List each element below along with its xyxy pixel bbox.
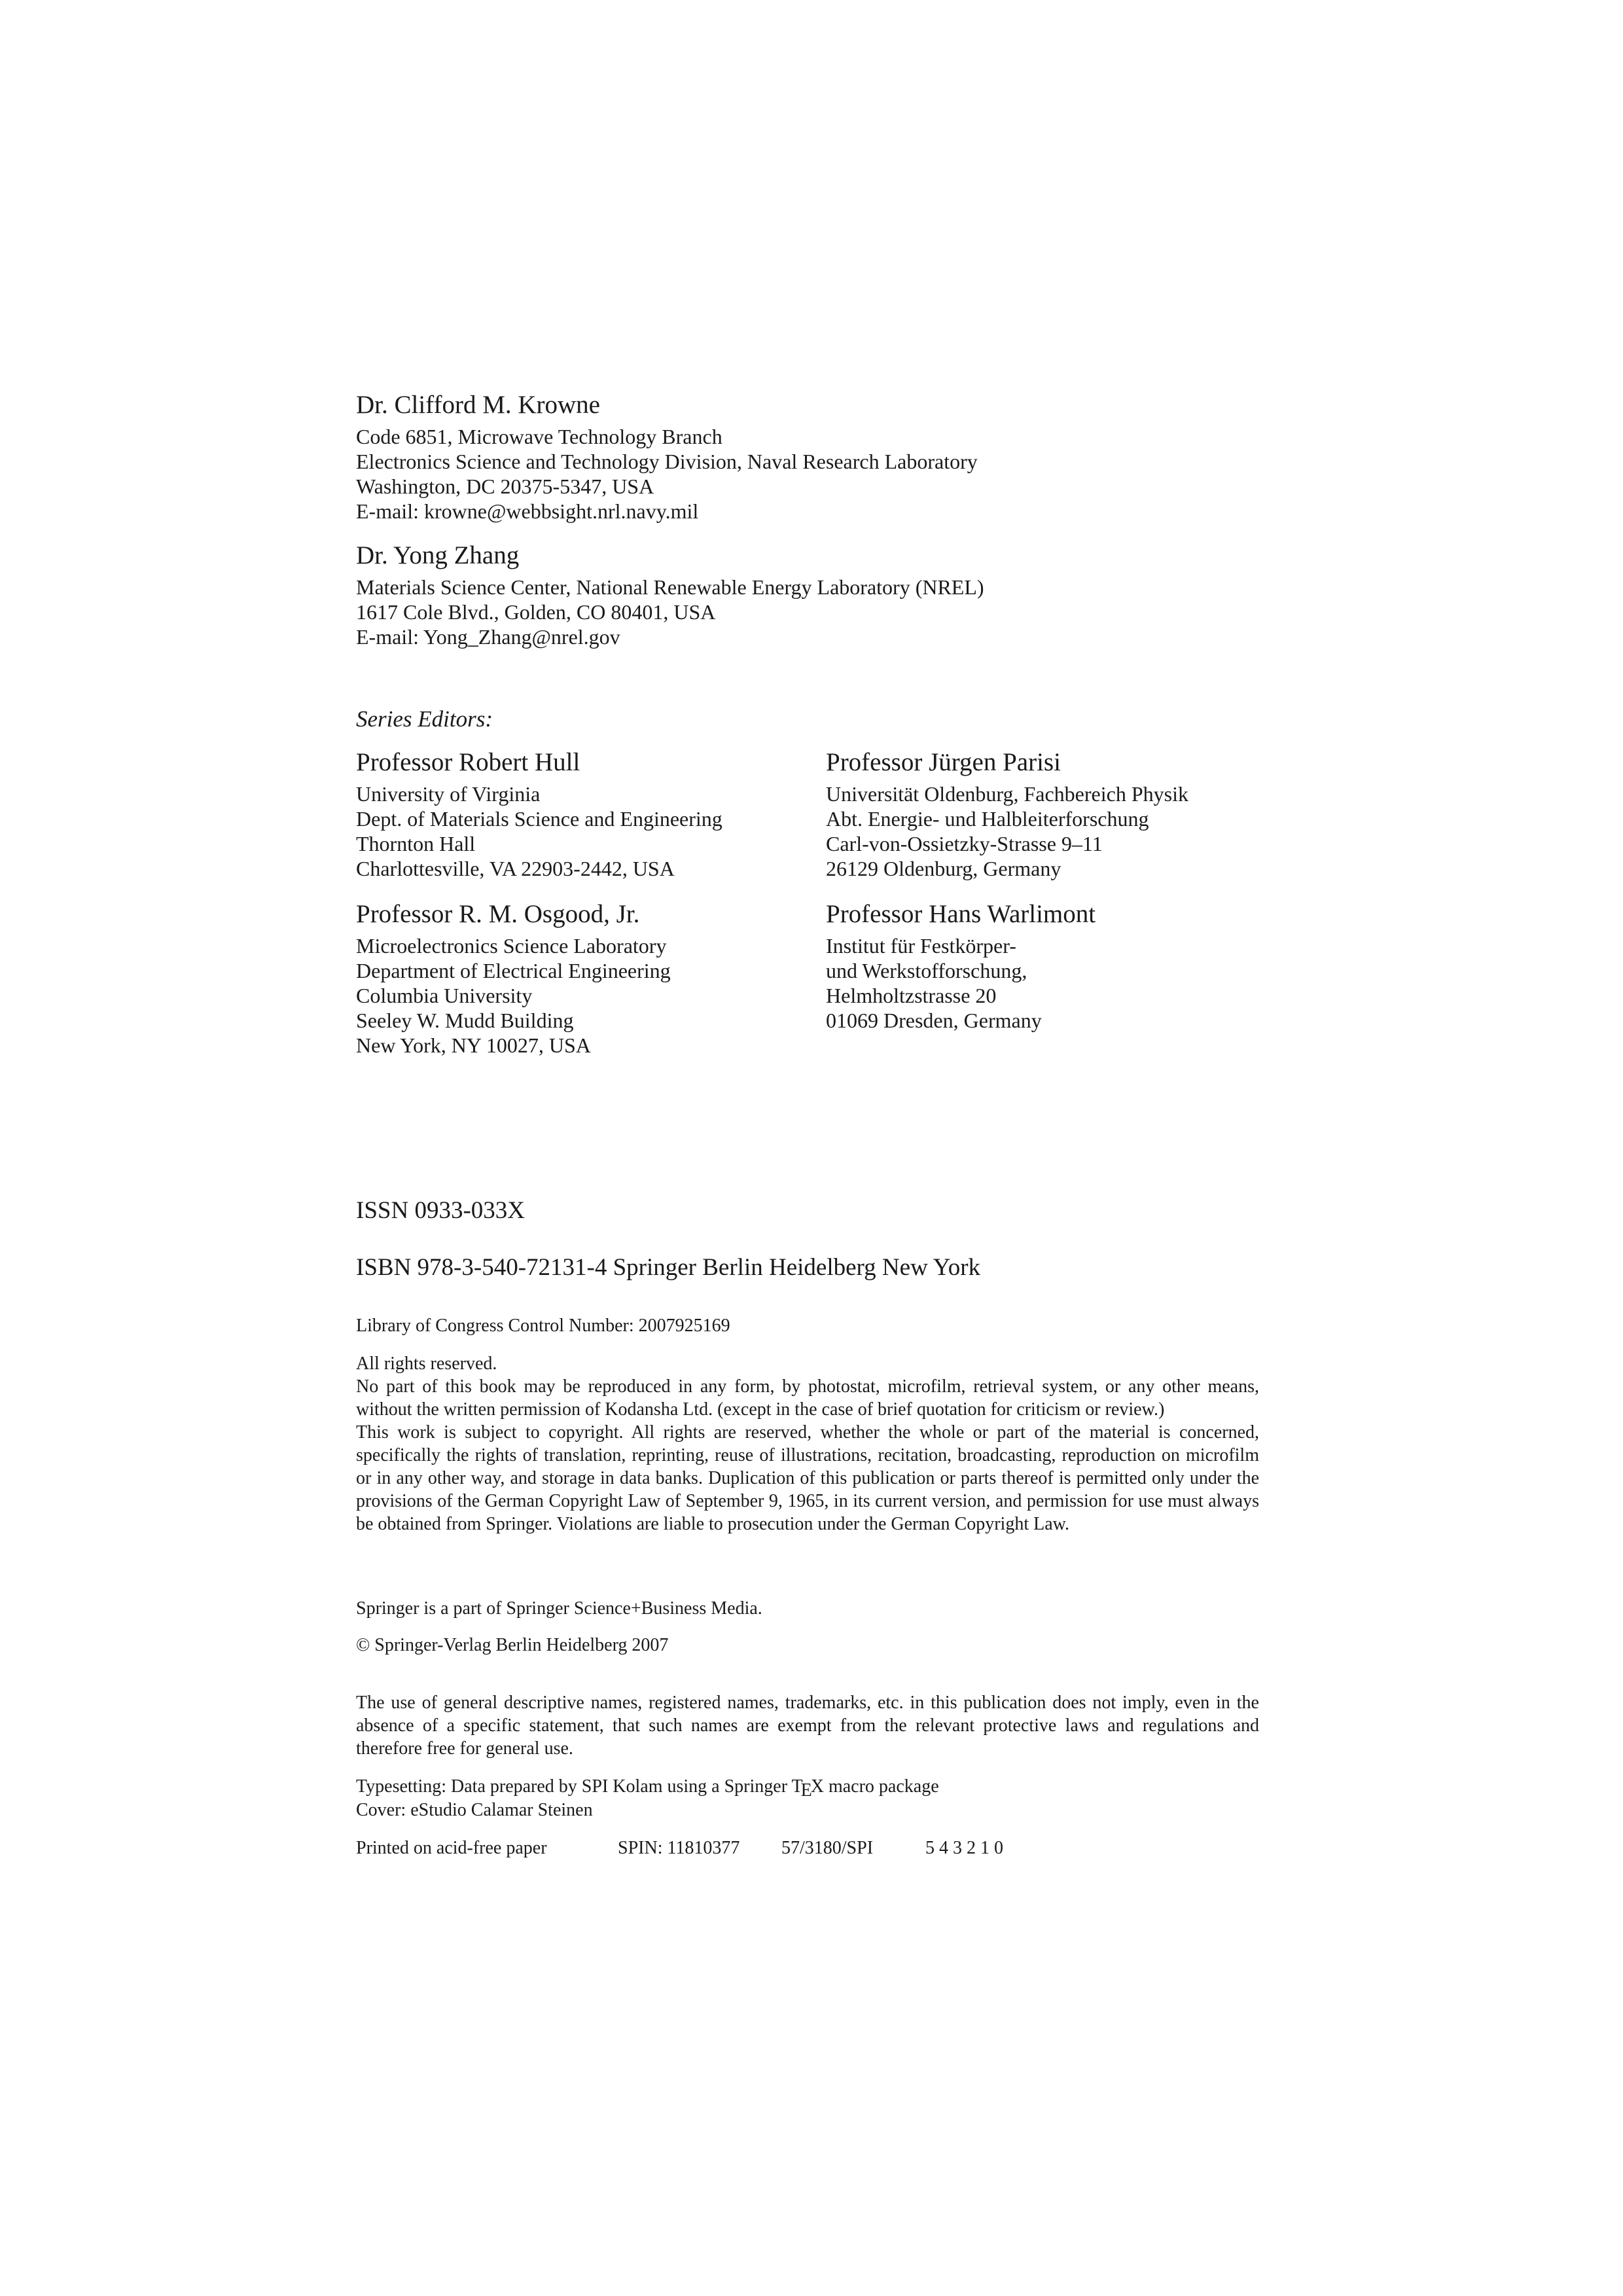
series-editor-address-line: Carl-von-Ossietzky-Strasse 9–11 [826,832,1103,855]
series-editor-address-line: 26129 Oldenburg, Germany [826,857,1061,880]
editor-email: E-mail: Yong_Zhang@nrel.gov [356,625,620,649]
series-editor-name: Professor Jürgen Parisi [826,748,1061,776]
copyright-line: © Springer-Verlag Berlin Heidelberg 2007 [356,1635,669,1655]
series-editor-address-line: Helmholtzstrasse 20 [826,984,997,1007]
tex-logo-t: T [791,1776,803,1797]
series-editor-address-line: University of Virginia [356,782,541,806]
series-editor-name: Professor Hans Warlimont [826,900,1096,928]
typesetting-suffix: macro package [823,1776,939,1797]
editor-email: E-mail: krowne@webbsight.nrl.navy.mil [356,499,699,523]
series-editor-address-line: und Werkstofforschung, [826,959,1027,982]
series-editor-address-line: Microelectronics Science Laboratory [356,934,667,958]
series-editor-address-line: Department of Electrical Engineering [356,959,671,982]
series-editor-address-line: Seeley W. Mudd Building [356,1009,574,1032]
series-editor-address-line: Columbia University [356,984,533,1007]
series-editor-address-line: New York, NY 10027, USA [356,1033,591,1057]
tex-logo-x: X [810,1776,824,1797]
print-sequence: 5 4 3 2 1 0 [925,1838,1003,1858]
trademarks-notice [356,1691,1259,1760]
rights-statement [356,1352,1259,1535]
editor-zhang [356,541,984,649]
copyright-notice: This work is subject to copyright. All rights are reserved, whether the whole or part of the material is concerned, specifically the rights of translation, reprinting, reuse of illustrations, recitation, broadcasting, reproduction on microfilm or in any other way, and storage in data banks. Duplication of this publication or parts thereof is permitted only under the provisions of the German Copyright Law of September 9, 1965, in its current version, and permission for use must always be obtained from Springer. Violations are liable to prosecution under the German Copyright Law. [356,1422,1259,1534]
series-editor-parisi [826,747,1188,881]
series-editor-address-line: Thornton Hall [356,832,476,855]
reproduction-notice: No part of this book may be reproduced in any form, by photostat, microfilm, retrieval system, or any other means, without the written permission of Kodansha Ltd. (except in the case of brief quotation for criticism or review.) [356,1376,1259,1420]
issn: ISSN 0933-033X [356,1197,525,1224]
series-editor-address-line: Abt. Energie- und Halbleiterforschung [826,807,1149,831]
series-editor-address-line: Charlottesville, VA 22903-2442, USA [356,857,675,880]
lccn: Library of Congress Control Number: 2007925169 [356,1316,730,1336]
series-editor-name: Professor R. M. Osgood, Jr. [356,900,640,928]
editor-address-line: Electronics Science and Technology Division, Naval Research Laboratory [356,450,978,473]
paper-note: Printed on acid-free paper [356,1838,547,1858]
editor-name: Dr. Clifford M. Krowne [356,391,600,419]
print-code: 57/3180/SPI [781,1838,874,1858]
tex-logo-e: E [800,1780,812,1801]
series-editors-heading: Series Editors: [356,706,493,732]
series-editor-address-line: Dept. of Materials Science and Engineering [356,807,722,831]
series-editor-address-line: Institut für Festkörper- [826,934,1016,958]
spin-number: SPIN: 11810377 [618,1838,740,1858]
series-editor-address-line: 01069 Dresden, Germany [826,1009,1042,1032]
isbn: ISBN 978-3-540-72131-4 Springer Berlin Heidelberg New York [356,1254,981,1281]
rights-reserved: All rights reserved. [356,1354,497,1374]
editor-address-line: Code 6851, Microwave Technology Branch [356,425,722,448]
series-editor-osgood [356,899,671,1058]
typesetting-line [356,1775,939,1801]
editor-address-line: Washington, DC 20375-5347, USA [356,475,654,498]
editor-address-line: 1617 Cole Blvd., Golden, CO 80401, USA [356,600,716,624]
cover-credit: Cover: eStudio Calamar Steinen [356,1800,593,1820]
editor-address-line: Materials Science Center, National Renewable Energy Laboratory (NREL) [356,575,984,599]
typesetting-prefix: Typesetting: Data prepared by SPI Kolam using a Springer [356,1776,792,1797]
series-editor-warlimont [826,899,1096,1033]
series-editor-address-line: Universität Oldenburg, Fachbereich Physik [826,782,1188,806]
series-editor-hull [356,747,722,881]
editor-krowne [356,390,978,524]
editor-name: Dr. Yong Zhang [356,541,520,569]
printing-info [356,1837,1076,1860]
trademarks-text: The use of general descriptive names, registered names, trademarks, etc. in this publication does not imply, even in the absence of a specific statement, that such names are exempt from the relevant protective laws and regulations and therefore free for general use. [356,1693,1259,1759]
series-editor-name: Professor Robert Hull [356,748,580,776]
springer-part-line: Springer is a part of Springer Science+Business Media. [356,1598,762,1619]
